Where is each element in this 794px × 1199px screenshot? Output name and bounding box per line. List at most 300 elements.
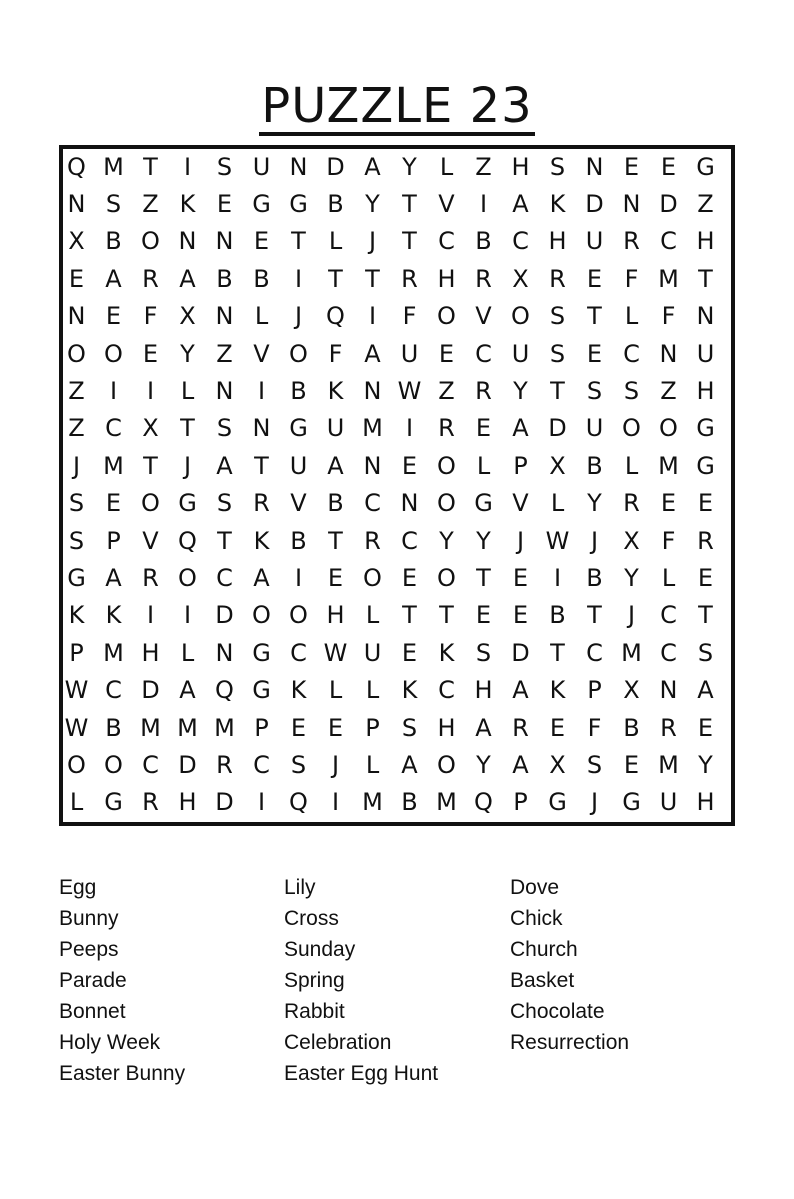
grid-cell[interactable]: E xyxy=(660,152,677,181)
grid-cell[interactable]: H xyxy=(696,377,715,406)
grid-cell[interactable]: F xyxy=(661,302,676,331)
grid-cell[interactable]: W xyxy=(64,676,89,705)
grid-cell[interactable]: V xyxy=(290,489,307,518)
grid-cell[interactable]: K xyxy=(549,676,566,705)
grid-cell[interactable]: N xyxy=(659,676,678,705)
grid-cell[interactable]: E xyxy=(290,713,307,742)
grid-cell[interactable]: X xyxy=(142,414,159,443)
grid-cell[interactable]: Y xyxy=(476,526,491,555)
grid-cell[interactable]: E xyxy=(512,563,529,592)
grid-cell[interactable]: I xyxy=(146,601,155,630)
grid-cell[interactable]: L xyxy=(180,638,195,667)
grid-cell[interactable]: Z xyxy=(438,377,455,406)
grid-cell[interactable]: E xyxy=(697,563,714,592)
grid-cell[interactable]: A xyxy=(475,713,492,742)
grid-cell[interactable]: U xyxy=(696,339,715,368)
grid-cell[interactable]: K xyxy=(549,190,566,219)
grid-cell[interactable]: Y xyxy=(513,377,528,406)
grid-cell[interactable]: E xyxy=(401,451,418,480)
grid-cell[interactable]: V xyxy=(475,302,492,331)
grid-cell[interactable]: X xyxy=(68,227,85,256)
grid-cell[interactable]: M xyxy=(214,713,235,742)
grid-cell[interactable]: X xyxy=(623,676,640,705)
grid-cell[interactable]: O xyxy=(622,414,641,443)
grid-cell[interactable]: Y xyxy=(476,750,491,779)
grid-cell[interactable]: L xyxy=(254,302,269,331)
grid-cell[interactable]: P xyxy=(513,788,528,817)
grid-cell[interactable]: T xyxy=(254,451,269,480)
grid-cell[interactable]: B xyxy=(216,264,233,293)
grid-cell[interactable]: M xyxy=(103,152,124,181)
grid-cell[interactable]: G xyxy=(104,788,123,817)
grid-cell[interactable]: N xyxy=(67,190,86,219)
grid-cell[interactable]: E xyxy=(697,489,714,518)
grid-cell[interactable]: I xyxy=(294,264,303,293)
grid-cell[interactable]: V xyxy=(438,190,455,219)
grid-cell[interactable]: T xyxy=(550,638,565,667)
grid-cell[interactable]: E xyxy=(623,152,640,181)
grid-cell[interactable]: J xyxy=(516,526,525,555)
grid-cell[interactable]: L xyxy=(624,451,639,480)
grid-cell[interactable]: A xyxy=(401,750,418,779)
grid-cell[interactable]: Q xyxy=(215,676,234,705)
grid-cell[interactable]: E xyxy=(660,489,677,518)
grid-cell[interactable]: E xyxy=(253,227,270,256)
grid-cell[interactable]: T xyxy=(291,227,306,256)
grid-cell[interactable]: C xyxy=(401,526,418,555)
grid-cell[interactable]: A xyxy=(327,451,344,480)
grid-cell[interactable]: N xyxy=(622,190,641,219)
grid-cell[interactable]: C xyxy=(660,601,677,630)
grid-cell[interactable]: E xyxy=(216,190,233,219)
grid-cell[interactable]: C xyxy=(438,227,455,256)
grid-cell[interactable]: L xyxy=(476,451,491,480)
grid-cell[interactable]: I xyxy=(146,377,155,406)
grid-cell[interactable]: G xyxy=(289,414,308,443)
grid-cell[interactable]: Y xyxy=(402,152,417,181)
grid-cell[interactable]: X xyxy=(623,526,640,555)
grid-cell[interactable]: R xyxy=(142,563,159,592)
grid-cell[interactable]: R xyxy=(253,489,270,518)
grid-cell[interactable]: A xyxy=(105,563,122,592)
grid-cell[interactable]: B xyxy=(623,713,640,742)
grid-cell[interactable]: R xyxy=(697,526,714,555)
grid-cell[interactable]: R xyxy=(512,713,529,742)
grid-cell[interactable]: M xyxy=(658,750,679,779)
grid-cell[interactable]: H xyxy=(696,227,715,256)
grid-cell[interactable]: S xyxy=(68,489,85,518)
grid-cell[interactable]: I xyxy=(183,601,192,630)
grid-cell[interactable]: E xyxy=(623,750,640,779)
grid-cell[interactable]: B xyxy=(475,227,492,256)
grid-cell[interactable]: S xyxy=(549,339,566,368)
grid-cell[interactable]: C xyxy=(475,339,492,368)
grid-cell[interactable]: C xyxy=(105,414,122,443)
grid-cell[interactable]: G xyxy=(622,788,641,817)
grid-cell[interactable]: G xyxy=(474,489,493,518)
grid-cell[interactable]: T xyxy=(439,601,454,630)
grid-cell[interactable]: K xyxy=(438,638,455,667)
grid-cell[interactable]: H xyxy=(548,227,567,256)
grid-cell[interactable]: S xyxy=(586,377,603,406)
grid-cell[interactable]: Q xyxy=(474,788,493,817)
grid-cell[interactable]: G xyxy=(696,414,715,443)
grid-cell[interactable]: Y xyxy=(180,339,195,368)
grid-cell[interactable]: G xyxy=(696,152,715,181)
grid-cell[interactable]: O xyxy=(67,339,86,368)
grid-cell[interactable]: S xyxy=(105,190,122,219)
grid-cell[interactable]: Z xyxy=(142,190,159,219)
grid-cell[interactable]: O xyxy=(437,563,456,592)
grid-cell[interactable]: K xyxy=(327,377,344,406)
grid-cell[interactable]: D xyxy=(511,638,530,667)
grid-cell[interactable]: M xyxy=(103,451,124,480)
grid-cell[interactable]: D xyxy=(548,414,567,443)
grid-cell[interactable]: D xyxy=(215,601,234,630)
grid-cell[interactable]: O xyxy=(437,451,456,480)
grid-cell[interactable]: P xyxy=(69,638,84,667)
grid-cell[interactable]: P xyxy=(513,451,528,480)
grid-cell[interactable]: I xyxy=(479,190,488,219)
grid-cell[interactable]: N xyxy=(252,414,271,443)
grid-cell[interactable]: G xyxy=(548,788,567,817)
grid-cell[interactable]: R xyxy=(549,264,566,293)
grid-cell[interactable]: Y xyxy=(439,526,454,555)
grid-cell[interactable]: X xyxy=(549,750,566,779)
grid-cell[interactable]: L xyxy=(180,377,195,406)
grid-cell[interactable]: I xyxy=(331,788,340,817)
grid-cell[interactable]: O xyxy=(511,302,530,331)
grid-cell[interactable]: L xyxy=(69,788,84,817)
grid-cell[interactable]: J xyxy=(72,451,81,480)
grid-cell[interactable]: V xyxy=(142,526,159,555)
grid-cell[interactable]: S xyxy=(475,638,492,667)
grid-cell[interactable]: Z xyxy=(68,414,85,443)
grid-cell[interactable]: T xyxy=(402,190,417,219)
grid-cell[interactable]: G xyxy=(178,489,197,518)
grid-cell[interactable]: I xyxy=(405,414,414,443)
grid-cell[interactable]: T xyxy=(143,451,158,480)
grid-cell[interactable]: Z xyxy=(68,377,85,406)
grid-cell[interactable]: S xyxy=(623,377,640,406)
grid-cell[interactable]: J xyxy=(368,227,377,256)
grid-cell[interactable]: S xyxy=(216,152,233,181)
grid-cell[interactable]: I xyxy=(294,563,303,592)
grid-cell[interactable]: H xyxy=(511,152,530,181)
grid-cell[interactable]: F xyxy=(328,339,343,368)
grid-cell[interactable]: G xyxy=(252,638,271,667)
grid-cell[interactable]: S xyxy=(216,414,233,443)
grid-cell[interactable]: T xyxy=(402,227,417,256)
grid-cell[interactable]: C xyxy=(660,638,677,667)
grid-cell[interactable]: O xyxy=(178,563,197,592)
grid-cell[interactable]: M xyxy=(362,788,383,817)
grid-cell[interactable]: N xyxy=(215,302,234,331)
grid-cell[interactable]: R xyxy=(438,414,455,443)
grid-cell[interactable]: D xyxy=(326,152,345,181)
grid-cell[interactable]: L xyxy=(365,676,380,705)
grid-cell[interactable]: Q xyxy=(67,152,86,181)
grid-cell[interactable]: Y xyxy=(698,750,713,779)
grid-cell[interactable]: M xyxy=(362,414,383,443)
grid-cell[interactable]: T xyxy=(698,601,713,630)
grid-cell[interactable]: G xyxy=(252,676,271,705)
grid-cell[interactable]: C xyxy=(142,750,159,779)
grid-cell[interactable]: H xyxy=(474,676,493,705)
grid-cell[interactable]: O xyxy=(252,601,271,630)
grid-cell[interactable]: B xyxy=(105,227,122,256)
grid-cell[interactable]: C xyxy=(623,339,640,368)
grid-cell[interactable]: C xyxy=(364,489,381,518)
grid-cell[interactable]: Q xyxy=(289,788,308,817)
grid-cell[interactable]: Z xyxy=(660,377,677,406)
grid-cell[interactable]: T xyxy=(180,414,195,443)
grid-cell[interactable]: A xyxy=(179,676,196,705)
grid-cell[interactable]: L xyxy=(439,152,454,181)
grid-cell[interactable]: C xyxy=(512,227,529,256)
grid-cell[interactable]: S xyxy=(697,638,714,667)
grid-cell[interactable]: N xyxy=(585,152,604,181)
grid-cell[interactable]: T xyxy=(587,601,602,630)
grid-cell[interactable]: B xyxy=(290,377,307,406)
grid-cell[interactable]: A xyxy=(364,339,381,368)
grid-cell[interactable]: B xyxy=(327,489,344,518)
grid-cell[interactable]: T xyxy=(550,377,565,406)
grid-cell[interactable]: R xyxy=(142,788,159,817)
grid-cell[interactable]: N xyxy=(215,227,234,256)
grid-cell[interactable]: T xyxy=(587,302,602,331)
grid-cell[interactable]: C xyxy=(438,676,455,705)
grid-cell[interactable]: D xyxy=(141,676,160,705)
grid-cell[interactable]: M xyxy=(658,451,679,480)
grid-cell[interactable]: E xyxy=(475,414,492,443)
grid-cell[interactable]: L xyxy=(624,302,639,331)
grid-cell[interactable]: S xyxy=(216,489,233,518)
grid-cell[interactable]: U xyxy=(252,152,271,181)
grid-cell[interactable]: X xyxy=(512,264,529,293)
grid-cell[interactable]: K xyxy=(179,190,196,219)
grid-cell[interactable]: R xyxy=(660,713,677,742)
grid-cell[interactable]: N xyxy=(67,302,86,331)
grid-cell[interactable]: P xyxy=(365,713,380,742)
grid-cell[interactable]: S xyxy=(290,750,307,779)
grid-cell[interactable]: I xyxy=(553,563,562,592)
grid-cell[interactable]: R xyxy=(623,489,640,518)
grid-cell[interactable]: O xyxy=(141,227,160,256)
grid-cell[interactable]: U xyxy=(511,339,530,368)
grid-cell[interactable]: O xyxy=(289,601,308,630)
grid-cell[interactable]: H xyxy=(178,788,197,817)
grid-cell[interactable]: L xyxy=(365,750,380,779)
grid-cell[interactable]: M xyxy=(621,638,642,667)
grid-cell[interactable]: A xyxy=(512,190,529,219)
grid-cell[interactable]: E xyxy=(401,638,418,667)
grid-cell[interactable]: Y xyxy=(587,489,602,518)
grid-cell[interactable]: J xyxy=(590,788,599,817)
grid-cell[interactable]: V xyxy=(512,489,529,518)
grid-cell[interactable]: S xyxy=(586,750,603,779)
grid-cell[interactable]: N xyxy=(215,377,234,406)
grid-cell[interactable]: R xyxy=(142,264,159,293)
grid-cell[interactable]: K xyxy=(253,526,270,555)
grid-cell[interactable]: E xyxy=(68,264,85,293)
grid-cell[interactable]: J xyxy=(331,750,340,779)
grid-cell[interactable]: R xyxy=(216,750,233,779)
grid-cell[interactable]: N xyxy=(363,451,382,480)
grid-cell[interactable]: L xyxy=(365,601,380,630)
grid-cell[interactable]: N xyxy=(400,489,419,518)
grid-cell[interactable]: Z xyxy=(216,339,233,368)
grid-cell[interactable]: T xyxy=(217,526,232,555)
grid-cell[interactable]: O xyxy=(437,302,456,331)
grid-cell[interactable]: C xyxy=(105,676,122,705)
grid-cell[interactable]: N xyxy=(178,227,197,256)
grid-cell[interactable]: P xyxy=(106,526,121,555)
grid-cell[interactable]: Y xyxy=(624,563,639,592)
grid-cell[interactable]: O xyxy=(437,489,456,518)
grid-cell[interactable]: R xyxy=(623,227,640,256)
grid-cell[interactable]: I xyxy=(257,788,266,817)
grid-cell[interactable]: P xyxy=(254,713,269,742)
grid-cell[interactable]: U xyxy=(585,227,604,256)
grid-cell[interactable]: B xyxy=(290,526,307,555)
grid-cell[interactable]: I xyxy=(368,302,377,331)
grid-cell[interactable]: C xyxy=(586,638,603,667)
grid-cell[interactable]: O xyxy=(141,489,160,518)
grid-cell[interactable]: D xyxy=(215,788,234,817)
grid-cell[interactable]: N xyxy=(363,377,382,406)
grid-cell[interactable]: X xyxy=(179,302,196,331)
grid-cell[interactable]: E xyxy=(475,601,492,630)
grid-cell[interactable]: C xyxy=(216,563,233,592)
grid-cell[interactable]: U xyxy=(659,788,678,817)
grid-cell[interactable]: M xyxy=(140,713,161,742)
grid-cell[interactable]: R xyxy=(475,377,492,406)
grid-cell[interactable]: W xyxy=(545,526,570,555)
grid-cell[interactable]: T xyxy=(143,152,158,181)
grid-cell[interactable]: M xyxy=(103,638,124,667)
grid-cell[interactable]: O xyxy=(289,339,308,368)
grid-cell[interactable]: B xyxy=(105,713,122,742)
grid-cell[interactable]: A xyxy=(253,563,270,592)
grid-cell[interactable]: F xyxy=(587,713,602,742)
grid-cell[interactable]: T xyxy=(476,563,491,592)
grid-cell[interactable]: G xyxy=(696,451,715,480)
grid-cell[interactable]: B xyxy=(401,788,418,817)
grid-cell[interactable]: A xyxy=(216,451,233,480)
grid-cell[interactable]: L xyxy=(550,489,565,518)
grid-cell[interactable]: E xyxy=(401,563,418,592)
grid-cell[interactable]: T xyxy=(402,601,417,630)
grid-cell[interactable]: T xyxy=(328,264,343,293)
grid-cell[interactable]: S xyxy=(549,302,566,331)
grid-cell[interactable]: C xyxy=(290,638,307,667)
grid-cell[interactable]: E xyxy=(438,339,455,368)
grid-cell[interactable]: V xyxy=(253,339,270,368)
grid-cell[interactable]: U xyxy=(400,339,419,368)
grid-cell[interactable]: E xyxy=(105,302,122,331)
grid-cell[interactable]: A xyxy=(364,152,381,181)
grid-cell[interactable]: G xyxy=(252,190,271,219)
grid-cell[interactable]: T xyxy=(698,264,713,293)
grid-cell[interactable]: T xyxy=(328,526,343,555)
grid-cell[interactable]: Z xyxy=(475,152,492,181)
grid-cell[interactable]: O xyxy=(104,750,123,779)
grid-cell[interactable]: B xyxy=(327,190,344,219)
grid-cell[interactable]: H xyxy=(326,601,345,630)
grid-cell[interactable]: N xyxy=(696,302,715,331)
grid-cell[interactable]: U xyxy=(326,414,345,443)
grid-cell[interactable]: W xyxy=(397,377,422,406)
grid-cell[interactable]: A xyxy=(512,414,529,443)
grid-cell[interactable]: F xyxy=(661,526,676,555)
grid-cell[interactable]: X xyxy=(549,451,566,480)
grid-cell[interactable]: E xyxy=(327,713,344,742)
grid-cell[interactable]: H xyxy=(437,264,456,293)
grid-cell[interactable]: B xyxy=(586,451,603,480)
grid-cell[interactable]: A xyxy=(697,676,714,705)
grid-cell[interactable]: M xyxy=(658,264,679,293)
grid-cell[interactable]: D xyxy=(659,190,678,219)
grid-cell[interactable]: O xyxy=(363,563,382,592)
grid-cell[interactable]: K xyxy=(290,676,307,705)
grid-cell[interactable]: E xyxy=(105,489,122,518)
grid-cell[interactable]: E xyxy=(142,339,159,368)
grid-cell[interactable]: B xyxy=(549,601,566,630)
grid-cell[interactable]: A xyxy=(105,264,122,293)
grid-cell[interactable]: H xyxy=(141,638,160,667)
grid-cell[interactable]: C xyxy=(253,750,270,779)
grid-cell[interactable]: E xyxy=(697,713,714,742)
grid-cell[interactable]: S xyxy=(68,526,85,555)
grid-cell[interactable]: A xyxy=(512,750,529,779)
grid-cell[interactable]: T xyxy=(365,264,380,293)
grid-cell[interactable]: J xyxy=(183,451,192,480)
grid-cell[interactable]: M xyxy=(436,788,457,817)
grid-cell[interactable]: F xyxy=(402,302,417,331)
grid-cell[interactable]: E xyxy=(512,601,529,630)
grid-cell[interactable]: Z xyxy=(697,190,714,219)
grid-cell[interactable]: U xyxy=(585,414,604,443)
grid-cell[interactable]: K xyxy=(68,601,85,630)
grid-cell[interactable]: P xyxy=(587,676,602,705)
grid-cell[interactable]: R xyxy=(364,526,381,555)
grid-cell[interactable]: A xyxy=(512,676,529,705)
grid-cell[interactable]: Q xyxy=(178,526,197,555)
grid-cell[interactable]: F xyxy=(624,264,639,293)
grid-cell[interactable]: N xyxy=(215,638,234,667)
grid-cell[interactable]: J xyxy=(294,302,303,331)
grid-cell[interactable]: L xyxy=(328,676,343,705)
grid-cell[interactable]: I xyxy=(257,377,266,406)
grid-cell[interactable]: E xyxy=(586,264,603,293)
grid-cell[interactable]: M xyxy=(177,713,198,742)
grid-cell[interactable]: O xyxy=(659,414,678,443)
grid-cell[interactable]: L xyxy=(328,227,343,256)
grid-cell[interactable]: O xyxy=(67,750,86,779)
grid-cell[interactable]: E xyxy=(327,563,344,592)
grid-cell[interactable]: N xyxy=(289,152,308,181)
grid-cell[interactable]: E xyxy=(586,339,603,368)
grid-cell[interactable]: O xyxy=(437,750,456,779)
grid-cell[interactable]: G xyxy=(67,563,86,592)
grid-cell[interactable]: R xyxy=(401,264,418,293)
grid-cell[interactable]: K xyxy=(105,601,122,630)
grid-cell[interactable]: W xyxy=(323,638,348,667)
grid-cell[interactable]: I xyxy=(183,152,192,181)
grid-cell[interactable]: S xyxy=(549,152,566,181)
grid-cell[interactable]: W xyxy=(64,713,89,742)
